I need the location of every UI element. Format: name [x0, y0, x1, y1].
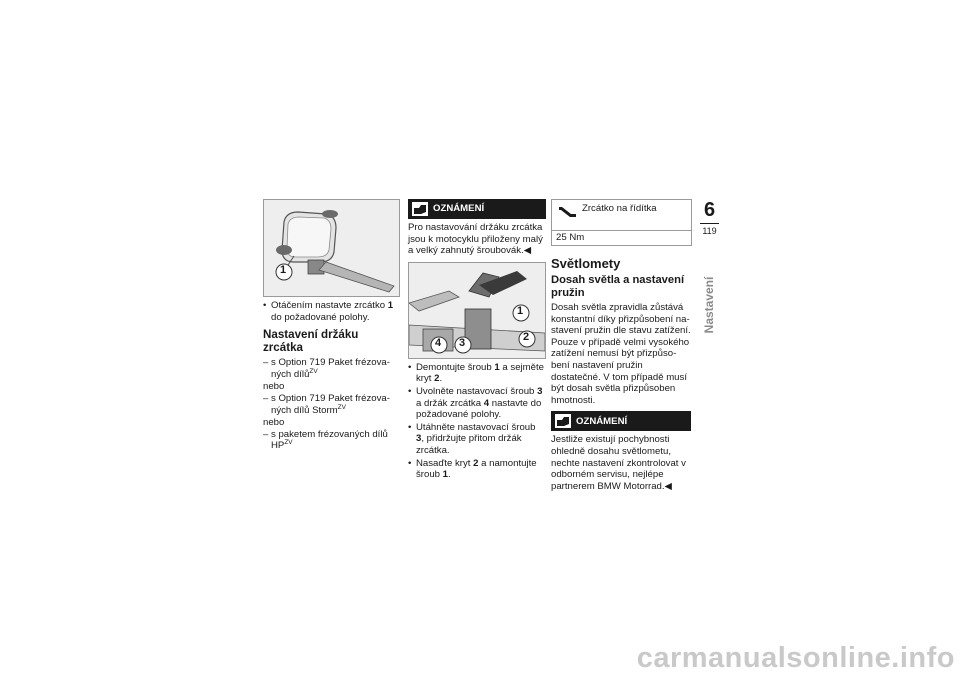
chapter-divider	[700, 223, 719, 224]
wrench-icon	[558, 205, 578, 219]
torque-value: 25 Nm	[556, 232, 585, 243]
notice-text-1: Pro nastavování držáku zrcátka jsou k motocyklu přiloženy malý a velký zahnutý šroubovák.◀	[408, 222, 543, 257]
option-2: – s Option 719 Paket frézova-ných dílů Storm$^{ZV}$	[263, 393, 401, 416]
side-label: Nastavení	[702, 276, 716, 334]
step-refit-cover: • Nasaďte kryt 2 a namontujte šroub 1.	[408, 458, 546, 481]
notice-text-2: Jestliže existují pochybnosti ohledně dosahu světlometu, nechte nastavení zkontrolovat v odborném servisu, nejlépe partnerem BMW Motorrad.◀	[551, 434, 686, 492]
mirror-bullets	[263, 300, 401, 323]
figure2-callout-2: 2	[523, 330, 530, 343]
or-text-2: nebo	[263, 417, 285, 429]
step-tighten-screw: • Utáhněte nastavovací šroub 3, přidržujte přitom držák zrcátka.	[408, 422, 546, 457]
step-remove-screw: • Demontujte šroub 1 a sejměte kryt 2.	[408, 362, 546, 385]
subtitle-beam-range: Dosah světla a nastavení pružin	[551, 274, 685, 299]
notice-title-1: OZNÁMENÍ	[433, 203, 485, 215]
figure2-callout-3: 3	[459, 336, 466, 349]
chapter-tab	[700, 199, 719, 238]
beam-range-paragraph: Dosah světla zpravidla zůstává konstantní díky přizpůsobení na-stavení pružin dle stavu zatížení. Pouze v případě velmi vysokého zatížení nemusí být přizpůso-bení nastavení pružin dostatečné. V tom případě musí být dosah světla přizpůsoben hmotnosti.	[551, 302, 691, 406]
torque-row-label	[552, 200, 691, 231]
notice-hand-icon-2	[555, 414, 571, 428]
notice-box-1	[408, 199, 546, 219]
figure2-callout-1: 1	[517, 304, 524, 317]
options-list	[263, 357, 401, 380]
option-1: – s Option 719 Paket frézova-ných dílů$^{ZV}$	[263, 357, 401, 380]
watermark: carmanualsonline.info	[636, 642, 955, 674]
holder-steps	[408, 362, 546, 481]
heading-mirror-holder: Nastavení držáku zrcátka	[263, 328, 359, 355]
mirror-figure	[263, 199, 400, 297]
mirror-illustration	[264, 200, 399, 296]
torque-label: Zrcátko na řídítka	[582, 203, 657, 214]
notice-hand-glyph	[413, 204, 427, 215]
page-number: 119	[702, 226, 717, 236]
notice-title-2: OZNÁMENÍ	[576, 415, 628, 427]
or-text-1: nebo	[263, 381, 285, 393]
holder-illustration	[409, 263, 545, 358]
column-2	[408, 199, 546, 482]
section-title-headlights: Světlomety	[551, 256, 621, 271]
notice-hand-glyph-2	[556, 416, 570, 427]
options-list-2	[263, 393, 401, 416]
options-list-3	[263, 429, 401, 452]
bullet-rotate-mirror: • Otáčením nastavte zrcátko 1 do požadované polohy.	[263, 300, 401, 323]
step-loosen-screw: • Uvolněte nastavovací šroub 3 a držák zrcátka 4 nastavte do požadované polohy.	[408, 386, 546, 421]
torque-table	[551, 199, 692, 246]
column-3	[551, 199, 691, 492]
column-1	[263, 199, 401, 453]
figure2-callout-4: 4	[435, 336, 442, 349]
holder-figure	[408, 262, 546, 359]
chapter-number: 6	[703, 199, 716, 221]
option-3: – s paketem frézovaných dílů $HP^{ZV}$	[263, 429, 401, 452]
figure1-callout-1: 1	[280, 264, 287, 276]
notice-hand-icon	[412, 202, 428, 216]
notice-box-2	[551, 411, 691, 431]
